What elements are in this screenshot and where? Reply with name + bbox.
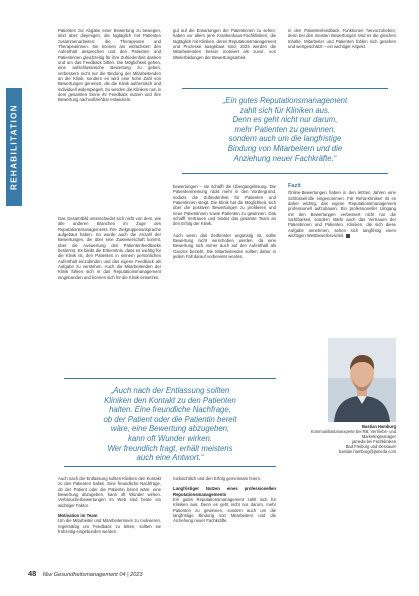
subheading: Langfristiger Nutzen eines professionellen Reputationsmanagements [173, 486, 276, 497]
pull-quote-2 [64, 386, 276, 463]
author-name: Bastian Hamburg [362, 424, 396, 429]
sidebar [0, 0, 26, 596]
paragraph: Patienten zur Abgabe einer Bewertung zu bewegen, sind aber diejenigen, die tagtäglich mit Patienten zusammenarbeiten: die Therapeuten und Therapeutinnen. Sie können am einfachsten den Aufenthalt ansprechen und den Patienten und Patientinnen gleichzeitig für ihre Zufriedenheit danken und um das Feedback bitten. Die Möglichkeit gehen, eine aufschlussreiche Bewertung zu geben, verbessern nicht nur die Bindung der Mitarbeitenden an die Klinik, sondern es wird eine hohe Zahl von Bewertungen generiert, die die Klinik authentisch und individuell widerspiegelt. So werden die Kliniken nun in dem gesamten Sinne ihr Feedback nutzen und ihre Bewertung nachvollziehbar entwickeln. [58, 28, 162, 103]
quote-line: sondern auch um die langfristige [228, 134, 342, 144]
section-tab [6, 88, 22, 206]
quote-line: Denn es geht nicht nur darum, [232, 115, 338, 125]
section-label: REHABILITATION [9, 104, 19, 190]
quote-rule-top [182, 88, 388, 89]
author-info [296, 424, 396, 455]
quote-rule-top [64, 378, 276, 379]
fazit-box [288, 184, 396, 243]
paragraph: Das Gesamtbild unterscheidet sich nicht von dem, wie alle anderen Branchen im Zuge des Reputationsmanagements ihre Zielgruppenansprache aufgebaut haben. So wurde auch die Anzahl der Bewertungen, die über eine Zuweiserschaft kommt, über die Auswertung des Patientenfeedbacks bestimmt. Es bleibt die Erkenntnis, dass es wichtig für die Klinik ist, den Patienten in seinem persönlichen Aufenthalt einzubinden und das eigene Feedback als Aufgabe zu verstehen. Auch die Mitarbeitenden der Klinik fühlen sich in das Reputationsmanagement eingebunden und können sich für die Klinik einsetzen. [58, 216, 161, 280]
quote-line: Wer freundlich fragt, erhält meistens [107, 443, 233, 453]
author-photo [328, 338, 396, 422]
quote-line: wäre, eine Bewertung abzugeben, [110, 424, 230, 434]
column-1-top [58, 28, 161, 108]
paragraph: Ein gutes Reputationsmanagement zahlt sich für Kliniken aus. Denn es geht nicht nur darum, mehr Patienten zu gewinnen, sondern auch um die langfristige Bindung von Mitarbeitern und die Anziehung neuer Fachkräfte. [173, 497, 276, 524]
column-2-top [173, 28, 276, 65]
paragraph: Um die Mitarbeiter und Mitarbeiterinnen zu motivieren, regelmäßig um Feedback zu bitten, sollten sie frühzeitig eingebunden werden. [58, 518, 161, 535]
page-number: 48 [28, 569, 37, 578]
subheading: Motivation im Team [58, 513, 98, 519]
paragraph: Auch wenn das Zeitfenster ungünstig ist, sollte Bewertung nicht verschoben werden, da eine Bewertung sich immer auch auf den Aufenthalt als Ganzes bezieht. Die Mitarbeitenden sollten daher in jedem Fall darauf vorbereitet werden. [173, 232, 276, 260]
fazit-text [288, 190, 396, 238]
quote-line: halten. Eine freundliche Nachfrage, [109, 405, 231, 415]
quote-line: ob der Patient oder die Patientin bereit [103, 414, 237, 424]
author-location: Bad Freiburg und Dessauer [345, 444, 396, 450]
paragraph: Auch nach der Entlassung sollten Kliniken den Kontakt zu den Patienten halten. Eine freundliche Nachfrage, ob der Patient oder die Patientin bereit wäre, eine Bewertung abzugeben, kann oft Wunder wirken. Verbraucherbewertungen im Web sind heute ein wichtiger Faktor. [58, 476, 162, 508]
quote-line: Anziehung neuer Fachkräfte.“ [233, 153, 337, 163]
quote-rule-bottom [182, 173, 388, 174]
quote-line: zahlt sich für Kliniken aus. [239, 105, 331, 115]
column-1-bottom [58, 476, 161, 539]
quote-line: „Ein gutes Reputationsmanagement [222, 96, 348, 105]
paragraph: in den Patientenfeedback Funktionen hervorzuheben, denn bei den meisten Bewertungen sind es die gleichen Inhalte. Mitarbeiter und Patienten fühlen sich gesehen und wertgeschätzt – ein wichtiger Aspekt. [288, 28, 396, 50]
quote-line: mehr Patienten zu gewinnen, [234, 124, 336, 134]
quote-line: Kliniken den Kontakt zu den Patienten [104, 395, 236, 405]
quote-line: kann oft Wunder wirken. [127, 433, 213, 443]
pull-quote-1 [182, 96, 388, 163]
fazit-heading: Fazit [288, 183, 301, 189]
paragraph: bewertungen – sie schafft die Übergangslösung. Die Patientenmeinung rückt mehr in den Vordergrund, sodass die Zufriedenheit für Patienten und Patientinnen steigt. Die Klinik hat die Möglichkeit, sich über die positiven Bewertungen zu profilieren und neue Patientinnen sowie Patienten zu gewinnen. Das schafft Vertrauen und bindet das gesamte Team an den Erfolg der Klinik. [173, 184, 276, 227]
issue-label: f&w Gesundheitsmanagement 04 | 2023 [42, 572, 143, 578]
end-mark-icon [346, 234, 350, 238]
paragraph: gut auf die Erwartungen der Patientinnen zu sehen, haben vor allem jene Krankenhaus-Fachkliniken, die tagtäglich mit Kliniken, deren Reputationsmanagement und Prozesse ausgebaut sind, 2023 werden die Mitarbeitenden besser motiviert als zuvor, von Weiterbildungen der Bewertungsarbeit. [173, 28, 277, 60]
column-1-middle [58, 216, 161, 285]
paragraph: rücksichtlich und den Erfolg gemeinsam feiern. [173, 476, 262, 481]
fazit-body: Online-Bewertungen haben in den letzten Jahren eine Schlüsselrolle eingenommen. Für Reha-Kliniken ist es daher wichtig, das eigene Reputationsmanagement professionell aufzubauen. Ein professioneller Umgang mit den Bewertungen verbessert nicht nur die Sichtbarkeit, sondern stärkt auch das Vertrauen der Patientinnen und Patienten. Kliniken, die sich diese Aufgabe annehmen, sehen sich langfristig einen wichtigen Wettbewerbsvorteil. [288, 190, 396, 239]
column-3-top [288, 28, 396, 54]
author-company: jameda bei Fachkliniken [352, 439, 396, 445]
page-footer [28, 569, 143, 578]
column-2-middle [173, 184, 276, 264]
author-role: Kommunikationsexperte bei RB, Vertriebs- und Marketingmanager [310, 429, 396, 440]
quote-line: „Auch nach der Entlassung sollten [110, 386, 230, 395]
quote-line: Bindung von Mitarbeitern und die [227, 143, 343, 153]
column-2-bottom [173, 476, 276, 529]
quote-rule-bottom [64, 466, 276, 467]
quote-line: auch eine Antwort.“ [136, 453, 204, 463]
author-email: bastian.hamburg@jameda.com [339, 449, 396, 455]
